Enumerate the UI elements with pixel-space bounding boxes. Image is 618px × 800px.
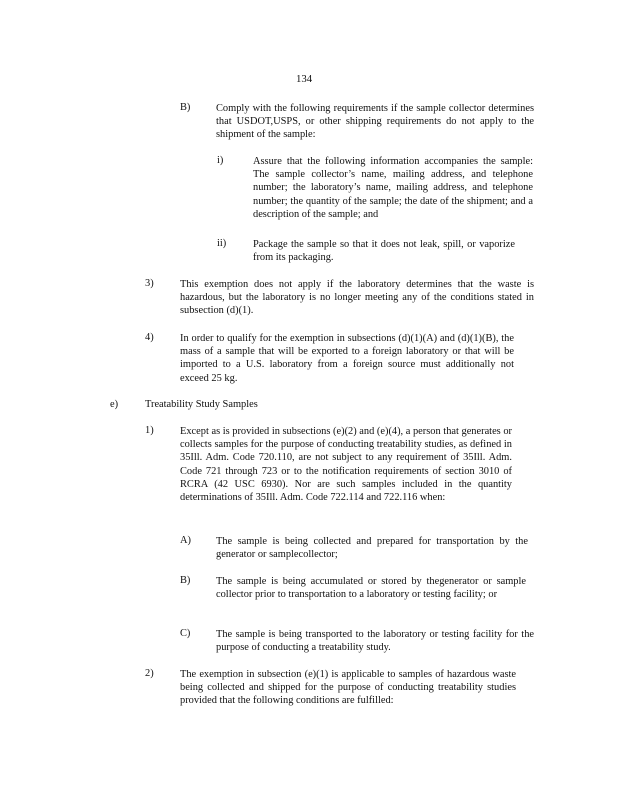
item-d4-label: 4)	[145, 332, 154, 343]
item-e1-label: 1)	[145, 425, 154, 436]
section-e-heading: Treatability Study Samples	[145, 399, 258, 410]
item-e1-C-text: The sample is being transported to the laboratory or testing facility for the purpose of conducting a treatability study.	[216, 629, 534, 654]
item-B-ii-text: Package the sample so that it does not leak, spill, or vaporize from its packaging.	[253, 239, 515, 264]
item-e2-text: The exemption in subsection (e)(1) is applicable to samples of hazardous waste being collected and shipped for the purpose of conducting treatability studies provided that the following conditions are fulfilled:	[180, 669, 516, 707]
section-e-label: e)	[110, 399, 119, 410]
item-B-ii-label: ii)	[217, 238, 227, 249]
item-d4-text: In order to qualify for the exemption in subsections (d)(1)(A) and (d)(1)(B), the mass of a sample that will be exported to a foreign laboratory or that will be imported to a U.S. laboratory from a foreign source must additionally not exceed 25 kg.	[180, 333, 514, 384]
item-d3-label: 3)	[145, 278, 154, 289]
item-e1-A-text: The sample is being collected and prepared for transportation by the generator or samplecollector;	[216, 536, 528, 561]
item-e2-label: 2)	[145, 668, 154, 679]
item-B-text: Comply with the following requirements if the sample collector determines that USDOT,USPS, or other shipping requirements do not apply to the shipment of the sample:	[216, 103, 534, 141]
item-e1-A-label: A)	[180, 535, 191, 546]
item-e1-B-text: The sample is being accumulated or stored by thegenerator or sample collector prior to transportation to a laboratory or testing facility; or	[216, 576, 526, 601]
item-e1-C-label: C)	[180, 628, 191, 639]
item-B-i-label: i)	[217, 155, 224, 166]
item-B-i-text: Assure that the following information accompanies the sample: The sample collector’s name, mailing address, and telephone number; the laboratory’s name, mailing address, and telephone number; the quantity of the sample; the date of the shipment; and a description of the sample; and	[253, 156, 533, 220]
item-d3-text: This exemption does not apply if the laboratory determines that the waste is hazardous, but the laboratory is no longer meeting any of the conditions stated in subsection (d)(1).	[180, 279, 534, 317]
item-B-label: B)	[180, 102, 191, 113]
page-number: 134	[296, 73, 313, 85]
item-e1-text: Except as is provided in subsections (e)(2) and (e)(4), a person that generates or collects samples for the purpose of conducting treatability studies, as defined in 35Ill. Adm. Code 720.110, are not subject to any requirement of 35Ill. Adm. Code 721 through 723 or to the notification requirements of section 3010 of RCRA (42 USC 6930). Nor are such samples included in the quantity determinations of 35Ill. Adm. Code 722.114 and 722.116 when:	[180, 426, 512, 504]
item-e1-B-label: B)	[180, 575, 191, 586]
